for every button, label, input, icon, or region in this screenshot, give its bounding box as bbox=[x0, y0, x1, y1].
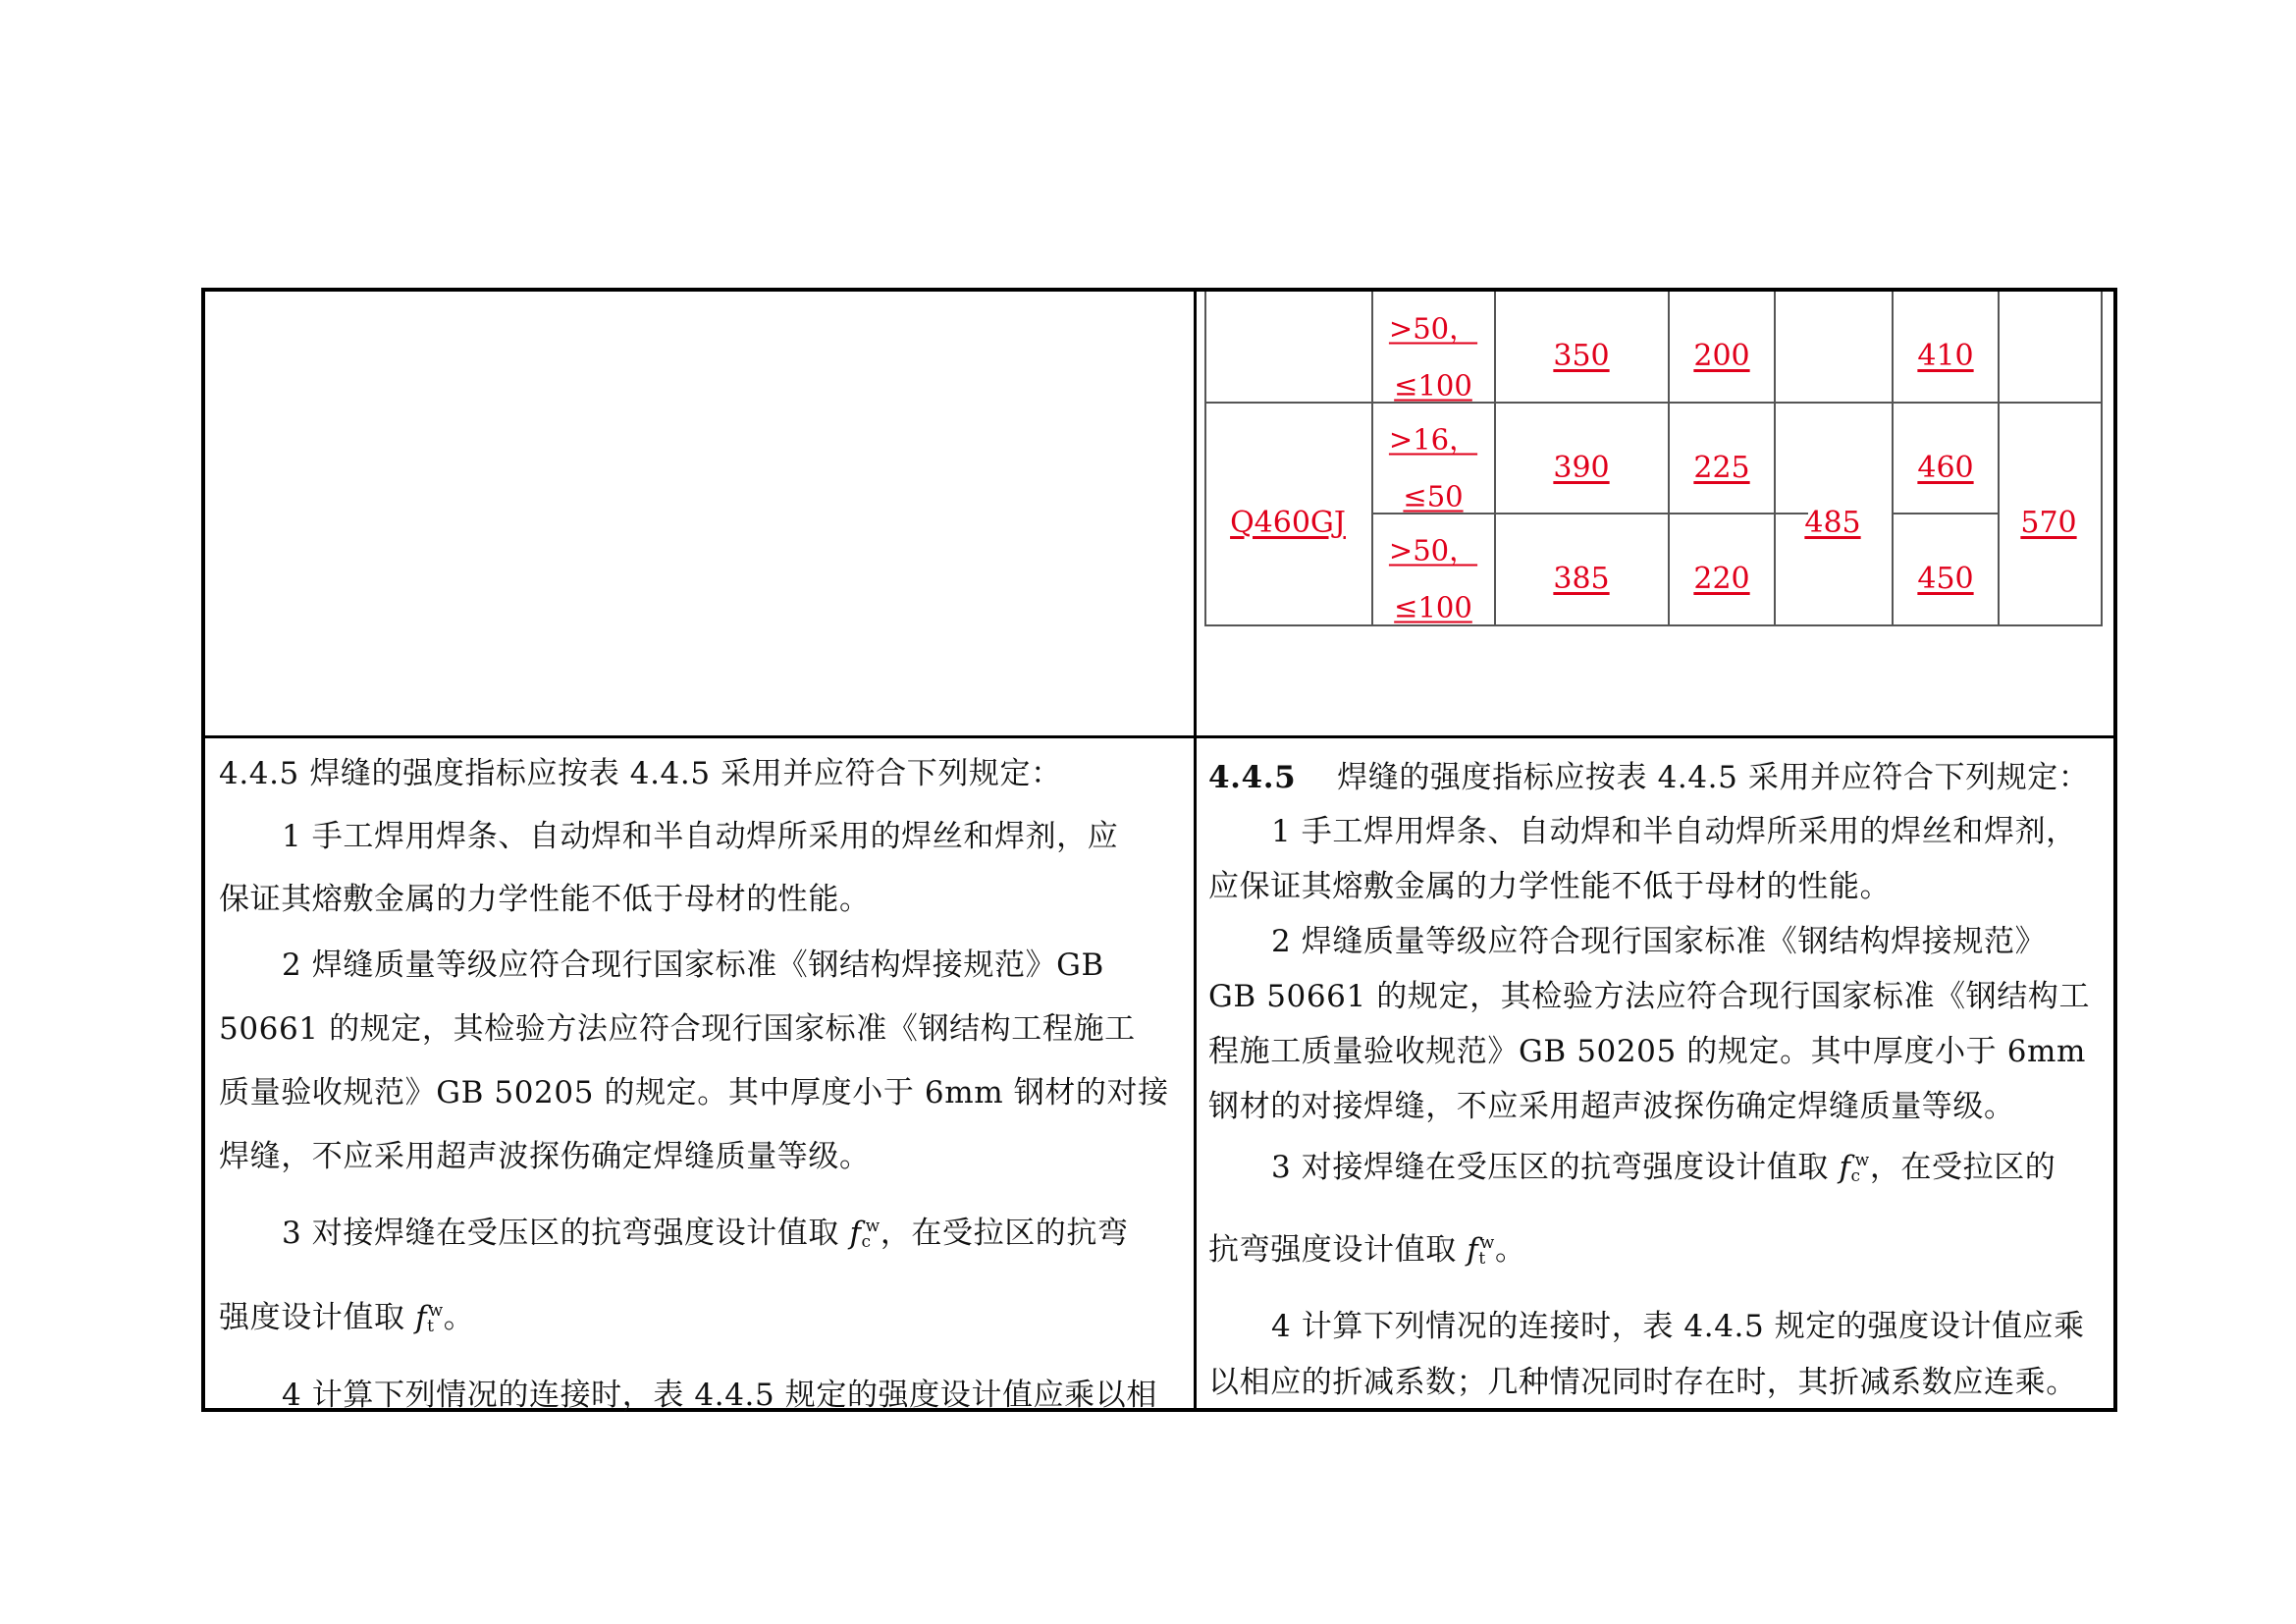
thickness-cell-upper: >50， bbox=[1388, 533, 1478, 568]
thickness-cell-lower: ≤100 bbox=[1394, 368, 1472, 403]
item-2-line: 钢材的对接焊缝，不应采用超声波探伤确定焊缝质量等级。 bbox=[1208, 1089, 2015, 1124]
thickness-cell-upper: >16， bbox=[1388, 422, 1478, 457]
item-3-line bbox=[219, 1292, 474, 1336]
thickness-cell-lower: ≤50 bbox=[1403, 479, 1464, 514]
steel-strength-table bbox=[1204, 292, 2103, 626]
item-2-line: GB 50661 的规定，其检验方法应符合现行国家标准《钢结构工 bbox=[1208, 979, 2091, 1014]
fv-value-cell: 220 bbox=[1693, 562, 1750, 596]
item-1-line: 1 手工焊用焊条、自动焊和半自动焊所采用的焊丝和焊剂，应 bbox=[282, 819, 1119, 854]
clause-title: 焊缝的强度指标应按表 4.4.5 采用并应符合下列规定： bbox=[1337, 760, 2090, 795]
item-3-text: 。 bbox=[1494, 1232, 1526, 1268]
item-2-line: 焊缝，不应采用超声波探伤确定焊缝质量等级。 bbox=[219, 1139, 871, 1174]
item-3-text: 3 对接焊缝在受压区的抗弯强度设计值取 bbox=[1271, 1150, 1829, 1185]
item-4-line: 4 计算下列情况的连接时，表 4.4.5 规定的强度设计值应乘 bbox=[1271, 1309, 2085, 1344]
fce-value-cell: 485 bbox=[1804, 506, 1861, 540]
f-value-cell: 390 bbox=[1553, 451, 1610, 485]
revised-clause-text bbox=[1208, 738, 2111, 1406]
item-2-line: 50661 的规定，其检验方法应符合现行国家标准《钢结构工程施工 bbox=[219, 1011, 1136, 1047]
clause-heading: 4.4.5 焊缝的强度指标应按表 4.4.5 采用并应符合下列规定： bbox=[219, 756, 1062, 791]
f-value-cell: 385 bbox=[1553, 562, 1610, 596]
item-3-text: 强度设计值取 bbox=[219, 1300, 405, 1335]
item-3-text: 3 对接焊缝在受压区的抗弯强度设计值取 bbox=[282, 1216, 839, 1251]
item-3-text: ，在受拉区的 bbox=[1869, 1150, 2056, 1185]
fcw-symbol: $f_c^w$ bbox=[1839, 1150, 1870, 1186]
item-2-line: 2 焊缝质量等级应符合现行国家标准《钢结构焊接规范》GB bbox=[282, 947, 1104, 983]
fy-value-cell: 460 bbox=[1917, 451, 1974, 485]
fy-value-cell: 450 bbox=[1917, 562, 1974, 596]
item-4-line: 4 计算下列情况的连接时，表 4.4.5 规定的强度设计值应乘以相 bbox=[282, 1378, 1157, 1413]
ftw-symbol: $f_t^w$ bbox=[1467, 1232, 1495, 1269]
fv-value-cell: 200 bbox=[1693, 339, 1750, 373]
clause-number: 4.4.5 bbox=[1208, 760, 1297, 795]
f-value-cell: 350 bbox=[1553, 339, 1610, 373]
grade-cell: Q460GJ bbox=[1230, 506, 1346, 540]
item-1-line: 保证其熔敷金属的力学性能不低于母材的性能。 bbox=[219, 882, 871, 917]
original-clause-text bbox=[219, 738, 1187, 1413]
empty-original-cell bbox=[205, 292, 1194, 735]
item-2-line: 2 焊缝质量等级应符合现行国家标准《钢结构焊接规范》 bbox=[1271, 924, 2047, 959]
item-2-line: 程施工质量验收规范》GB 50205 的规定。其中厚度小于 6mm bbox=[1208, 1034, 2087, 1069]
item-2-line: 质量验收规范》GB 50205 的规定。其中厚度小于 6mm 钢材的对接 bbox=[219, 1075, 1169, 1110]
thickness-cell-upper: >50， bbox=[1388, 311, 1478, 346]
item-1-line: 1 手工焊用焊条、自动焊和半自动焊所采用的焊丝和焊剂， bbox=[1271, 814, 2077, 849]
item-3-text: 。 bbox=[443, 1300, 475, 1335]
comparison-table bbox=[201, 288, 2117, 1412]
fy-value-cell: 410 bbox=[1917, 339, 1974, 373]
item-1-line: 应保证其熔敷金属的力学性能不低于母材的性能。 bbox=[1208, 869, 1892, 904]
ftw-symbol: $f_t^w$ bbox=[415, 1300, 444, 1336]
item-3-text: 抗弯强度设计值取 bbox=[1208, 1232, 1457, 1268]
fv-value-cell: 225 bbox=[1693, 451, 1750, 485]
item-3-line bbox=[1208, 1142, 2056, 1186]
fu-value-cell: 570 bbox=[2020, 506, 2077, 540]
thickness-cell-lower: ≤100 bbox=[1394, 590, 1472, 624]
item-3-line bbox=[1208, 1224, 1526, 1269]
item-3-text: ，在受拉区的抗弯 bbox=[880, 1216, 1129, 1251]
item-4-line: 以相应的折减系数；几种情况同时存在时，其折减系数应连乘。 bbox=[1208, 1365, 2077, 1400]
item-3-line bbox=[219, 1208, 1129, 1252]
fcw-symbol: $f_c^w$ bbox=[849, 1216, 881, 1252]
clause-heading bbox=[1208, 752, 2090, 796]
column-divider bbox=[1194, 292, 1197, 1408]
